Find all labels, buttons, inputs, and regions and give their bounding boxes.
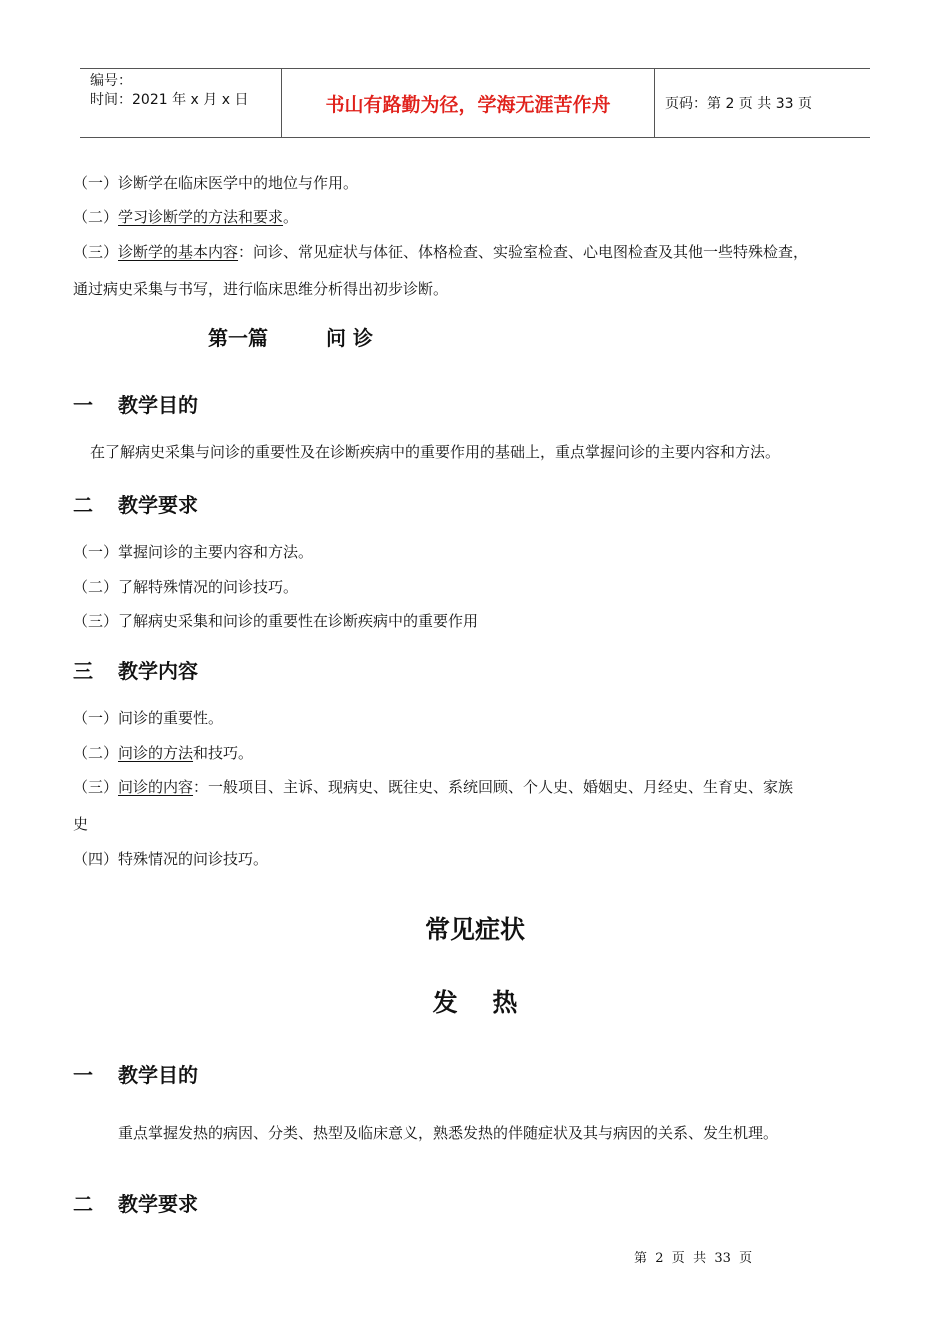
part1-content-1: （一）问诊的重要性。 (73, 709, 224, 727)
inquiry-content-link[interactable]: 问诊的内容 (118, 778, 194, 796)
date-label: 时间：2021 年 x 月 x 日 (90, 92, 249, 108)
part1-req-2: （二）了解特殊情况的问诊技巧。 (73, 578, 299, 596)
part1-req-3: （三）了解病史采集和问诊的重要性在诊断疾病中的重要作用 (73, 612, 479, 630)
inquiry-method-link[interactable]: 问诊的方法 (118, 744, 194, 762)
part1-content-3: （三）问诊的内容：一般项目、主诉、现病史、既往史、系统回顾、个人史、婚姻史、月经史、生育史、家族 (73, 778, 794, 796)
page-footer: 第 2 页 共 33 页 (634, 1251, 753, 1266)
basic-content-link[interactable]: 诊断学的基本内容 (118, 243, 239, 261)
part1-sec2-heading: 二 教学要求 (73, 493, 198, 517)
part1-title: 第一篇 问 诊 (208, 326, 373, 350)
intro-item-3: （三）诊断学的基本内容：问诊、常见症状与体征、体格检查、实验室检查、心电图检查及其他一些特殊检查， (73, 243, 809, 261)
part1-sec1-heading: 一 教学目的 (73, 393, 198, 417)
part1-sec3-heading: 三 教学内容 (73, 659, 198, 683)
page-header (80, 68, 870, 138)
intro-item-2: （二）学习诊断学的方法和要求。 (73, 208, 299, 226)
part2-title: 常见症状 (424, 915, 525, 944)
header-meta (80, 69, 281, 137)
part1-sec1-text: 在了解病史采集与问诊的重要性及在诊断疾病中的重要作用的基础上，重点掌握问诊的主要内容和方法。 (90, 443, 781, 461)
number-label: 编号： (90, 73, 132, 89)
part1-content-4: （四）特殊情况的问诊技巧。 (73, 850, 269, 868)
part1-req-1: （一）掌握问诊的主要内容和方法。 (73, 543, 314, 561)
header-motto: 书山有路勤为径，学海无涯苦作舟 (281, 69, 655, 137)
part1-content-3-cont: 史 (73, 815, 89, 833)
intro-item-3-cont: 通过病史采集与书写，进行临床思维分析得出初步诊断。 (73, 280, 449, 298)
header-page-info: 页码：第 2 页 共 33 页 (665, 96, 812, 112)
study-method-link[interactable]: 学习诊断学的方法和要求 (118, 208, 284, 226)
intro-item-1: （一）诊断学在临床医学中的地位与作用。 (73, 174, 359, 192)
part2-subtitle: 发 热 (432, 988, 518, 1017)
part2-sec1-text: 重点掌握发热的病因、分类、热型及临床意义，熟悉发热的伴随症状及其与病因的关系、发生机理。 (118, 1124, 779, 1142)
part2-sec1-heading: 一 教学目的 (73, 1063, 198, 1087)
part1-content-2: （二）问诊的方法和技巧。 (73, 744, 254, 762)
part2-sec2-heading: 二 教学要求 (73, 1192, 198, 1216)
